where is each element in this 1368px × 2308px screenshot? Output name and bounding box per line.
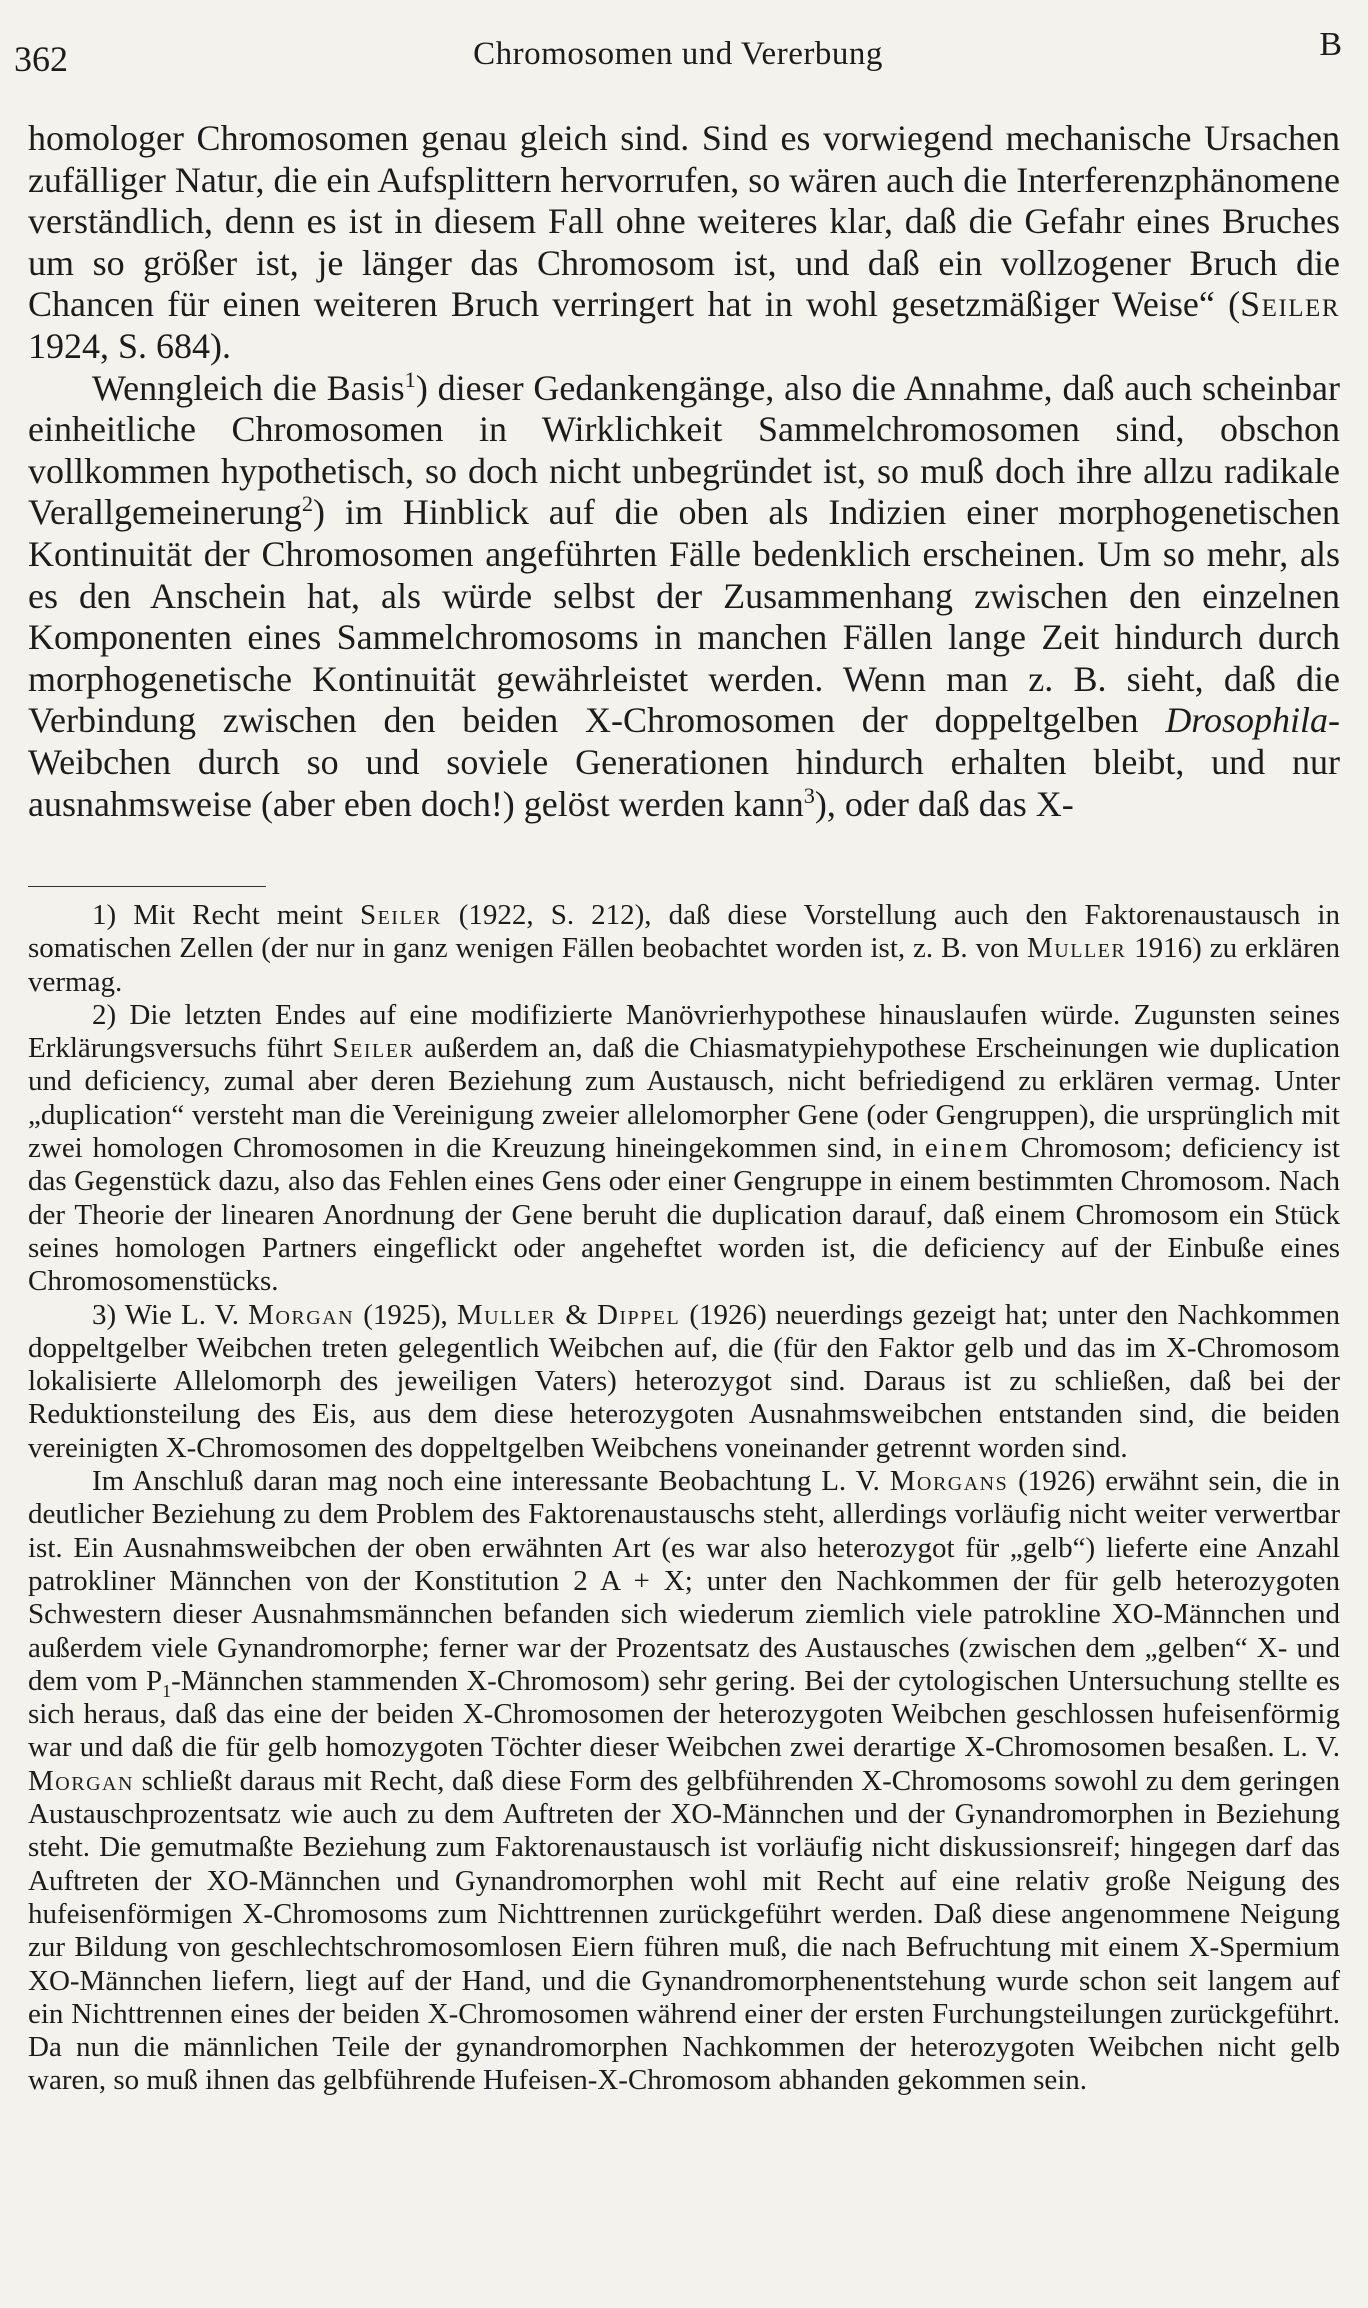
footnotes bbox=[28, 899, 1340, 2098]
author-name: Morgan bbox=[28, 1764, 134, 1797]
author-name: Muller bbox=[1027, 932, 1127, 965]
emphasis: einem bbox=[924, 1132, 1011, 1165]
footnote-2 bbox=[28, 999, 1340, 1299]
running-head: Chromosomen und Vererbung bbox=[473, 36, 883, 72]
text-run: 3) Wie L. V. bbox=[92, 1298, 249, 1331]
subscript: 1 bbox=[162, 1680, 172, 1701]
text-run: 1924, S. 684). bbox=[28, 325, 232, 366]
footnote-ref: 3 bbox=[803, 782, 815, 808]
text-run: 2) Die letzten Endes auf eine modifizierte Manövrierhypothese hinauslaufen würde. Zugunsten seines Erklärungsversuchs führt bbox=[28, 998, 1340, 1065]
page-number: 362 bbox=[14, 39, 68, 79]
text-run: (1926) neuerdings gezeigt hat; unter den Nachkommen doppeltgelber Weibchen treten gelegentlich Weibchen auf, die (für den Faktor gelb und das im X-Chromosom lokalisierte Allelomorph des jeweiligen Vaters) heterozygot sind. Daraus ist zu schließen, daß bei der Reduktionsteilung des Eis, aus dem diese heterozygoten Ausnahmsweibchen entstanden sind, die beiden vereinigten X-Chromosomen des doppeltgelben Weibchens voneinander getrennt worden sind. bbox=[28, 1298, 1340, 1464]
author-name: Morgan bbox=[248, 1298, 355, 1331]
text-run: (1925), bbox=[354, 1298, 457, 1331]
author-name: Dippel bbox=[596, 1298, 681, 1331]
text-run: & bbox=[556, 1298, 597, 1331]
page-header bbox=[14, 28, 1342, 88]
footnote-1 bbox=[28, 899, 1340, 999]
footnote-ref: 1 bbox=[404, 366, 416, 392]
text-run: Wenngleich die Basis bbox=[92, 367, 405, 408]
text-run: schließt daraus mit Recht, daß diese Form des gelbführenden X-Chromosoms sowohl zu dem geringen Austauschprozentsatz wie auch zu dem Auftreten der XO-Männchen und der Gynandromorphen in Beziehung steht. Die gemutmaßte Beziehung zum Faktorenaustausch ist vorläufig nicht diskussionsreif; hingegen darf das Auftreten der XO-Männchen und Gynandromorphen wohl mit Recht auf eine relativ große Neigung des hufeisenförmigen X-Chromosoms zum Nichttrennen zurückgeführt werden. Daß diese angenommene Neigung zur Bildung von geschlechtschromosomlosen Eiern führen muß, die nach Befruchtung mit einem X-Spermium XO-Männchen liefern, liegt auf der Hand, und die Gynandromorphenentstehung wurde schon seit langem auf ein Nichttrennen eines der beiden X-Chromosomen während einer der ersten Furchungsteilungen zurückgeführt. Da nun die männlichen Teile der gynandromorphen Nachkommen der heterozygoten Weibchen nicht gelb waren, so muß ihnen das gelbführende Hufeisen-X-Chromosom abhanden gekommen sein. bbox=[28, 1764, 1340, 2097]
section-letter: B bbox=[1319, 26, 1342, 63]
text-run: 1916) zu erklären vermag. bbox=[28, 932, 1341, 998]
author-name: Seiler bbox=[1240, 284, 1340, 325]
paragraph-1 bbox=[28, 118, 1340, 368]
text-run: außerdem an, daß die Chiasmatypiehypothese Erscheinungen wie duplication und deficiency, zumal aber deren Beziehung zum Austausch, nicht befriedigend zu erklären vermag. Unter „duplication“ versteht man die Vereinigung zweier allelomorpher Gene (oder Gengruppen), die ursprünglich mit zwei homologen Chromosomen in die Kreuzung hineingekommen sind, in bbox=[28, 1032, 1340, 1165]
author-name: Seiler bbox=[332, 1032, 415, 1065]
text-run: (1922, S. 212), daß diese Vorstellung auch den Faktorenaustausch in somatischen Zellen (der nur in ganz wenigen Fällen beobachtet worden ist, z. B. von bbox=[28, 899, 1340, 965]
text-run: 1) Mit Recht meint bbox=[92, 899, 360, 931]
text-run: Im Anschluß daran mag noch eine interessante Beobachtung L. V. bbox=[92, 1465, 890, 1498]
text-run: ) dieser Gedankengänge, also die Annahme, daß auch scheinbar einheitliche Chromosomen in Wirklichkeit Sammelchromosomen sind, obschon vollkommen hypothetisch, so doch nicht unbegründet ist, so muß doch ihre allzu radikale Verallgemeinerung bbox=[28, 367, 1341, 533]
author-name: Muller bbox=[456, 1298, 557, 1331]
footnote-3-continuation bbox=[28, 1465, 1340, 2098]
footnote-3 bbox=[28, 1299, 1340, 1465]
text-run: (1926) erwähnt sein, die in deutlicher Beziehung zu dem Problem des Faktorenaustauschs steht, allerdings vorläufig nicht weiter verwertbar ist. Ein Ausnahmsweibchen der oben erwähnten Art (es war also heterozygot für „gelb“) lieferte eine Anzahl patrokliner Männchen von der Konstitution 2 A + X; unter den Nachkommen der für gelb heterozygoten Schwestern dieser Ausnahmsmännchen befanden sich wiederum ziemlich viele patrokline XO-Männchen und außerdem viele Gynandromorphe; ferner war der Prozentsatz des Austausches (zwischen dem „gelben“ X- und dem vom P bbox=[28, 1465, 1340, 1697]
text-run: ), oder daß das X- bbox=[814, 783, 1074, 824]
text-run: -Weibchen durch so und soviele Generationen hindurch erhalten bleibt, und nur ausnahmsweise (aber eben doch!) gelöst werden kann bbox=[28, 700, 1340, 824]
main-text bbox=[28, 118, 1340, 825]
footnote-rule bbox=[28, 886, 266, 887]
text-run: ) im Hinblick auf die oben als Indizien einer morphogenetischen Kontinuität der Chromosomen angeführten Fälle bedenklich erscheinen. Um so mehr, als es den Anschein hat, als würde selbst der Zusammenhang zwischen den einzelnen Komponenten eines Sammelchromosoms in manchen Fällen lange Zeit hindurch durch morphogenetische Kontinuität gewährleistet werden. Wenn man z. B. sieht, daß die Verbindung zwischen den beiden X-Chromosomen der doppeltgelben bbox=[28, 492, 1340, 741]
author-name: Seiler bbox=[359, 899, 442, 931]
footnote-ref: 2 bbox=[301, 491, 314, 517]
text-run: homologer Chromosomen genau gleich sind. Sind es vorwiegend mechanische Ursachen zufälliger Natur, die ein Aufsplittern hervorrufen, so wären auch die Interferenzphänomene verständlich, denn es ist in diesem Fall ohne weiteres klar, daß die Gefahr eines Bruches um so größer ist, je länger das Chromosom ist, und daß ein vollzogener Bruch die Chancen für einen weiteren Bruch verringert hat in wohl gesetzmäßiger Weise“ ( bbox=[28, 118, 1340, 325]
text-run: -Männchen stammenden X-Chromosom) sehr gering. Bei der cytologischen Untersuchung stellte es sich heraus, daß das eine der beiden X-Chromosomen der heterozygoten Weibchen geschlossen hufeisenförmig war und daß die für gelb homozygoten Töchter dieser Weibchen zwei derartige X-Chromosomen besaßen. L. V. bbox=[28, 1664, 1340, 1764]
paragraph-2 bbox=[28, 368, 1340, 826]
text-run: Chromosom; deficiency ist das Gegenstück dazu, also das Fehlen eines Gens oder einer Gengruppe in einem bestimmten Chromosom. Nach der Theorie der linearen Anordnung der Gene beruht die duplication darauf, daß einem Chromosom ein Stück seines homologen Partners eingeflickt oder angeheftet worden ist, die deficiency auf der Einbuße eines Chromosomenstücks. bbox=[28, 1132, 1340, 1298]
genus-name: Drosophila bbox=[1165, 700, 1328, 741]
author-name: Morgans bbox=[889, 1465, 1009, 1498]
